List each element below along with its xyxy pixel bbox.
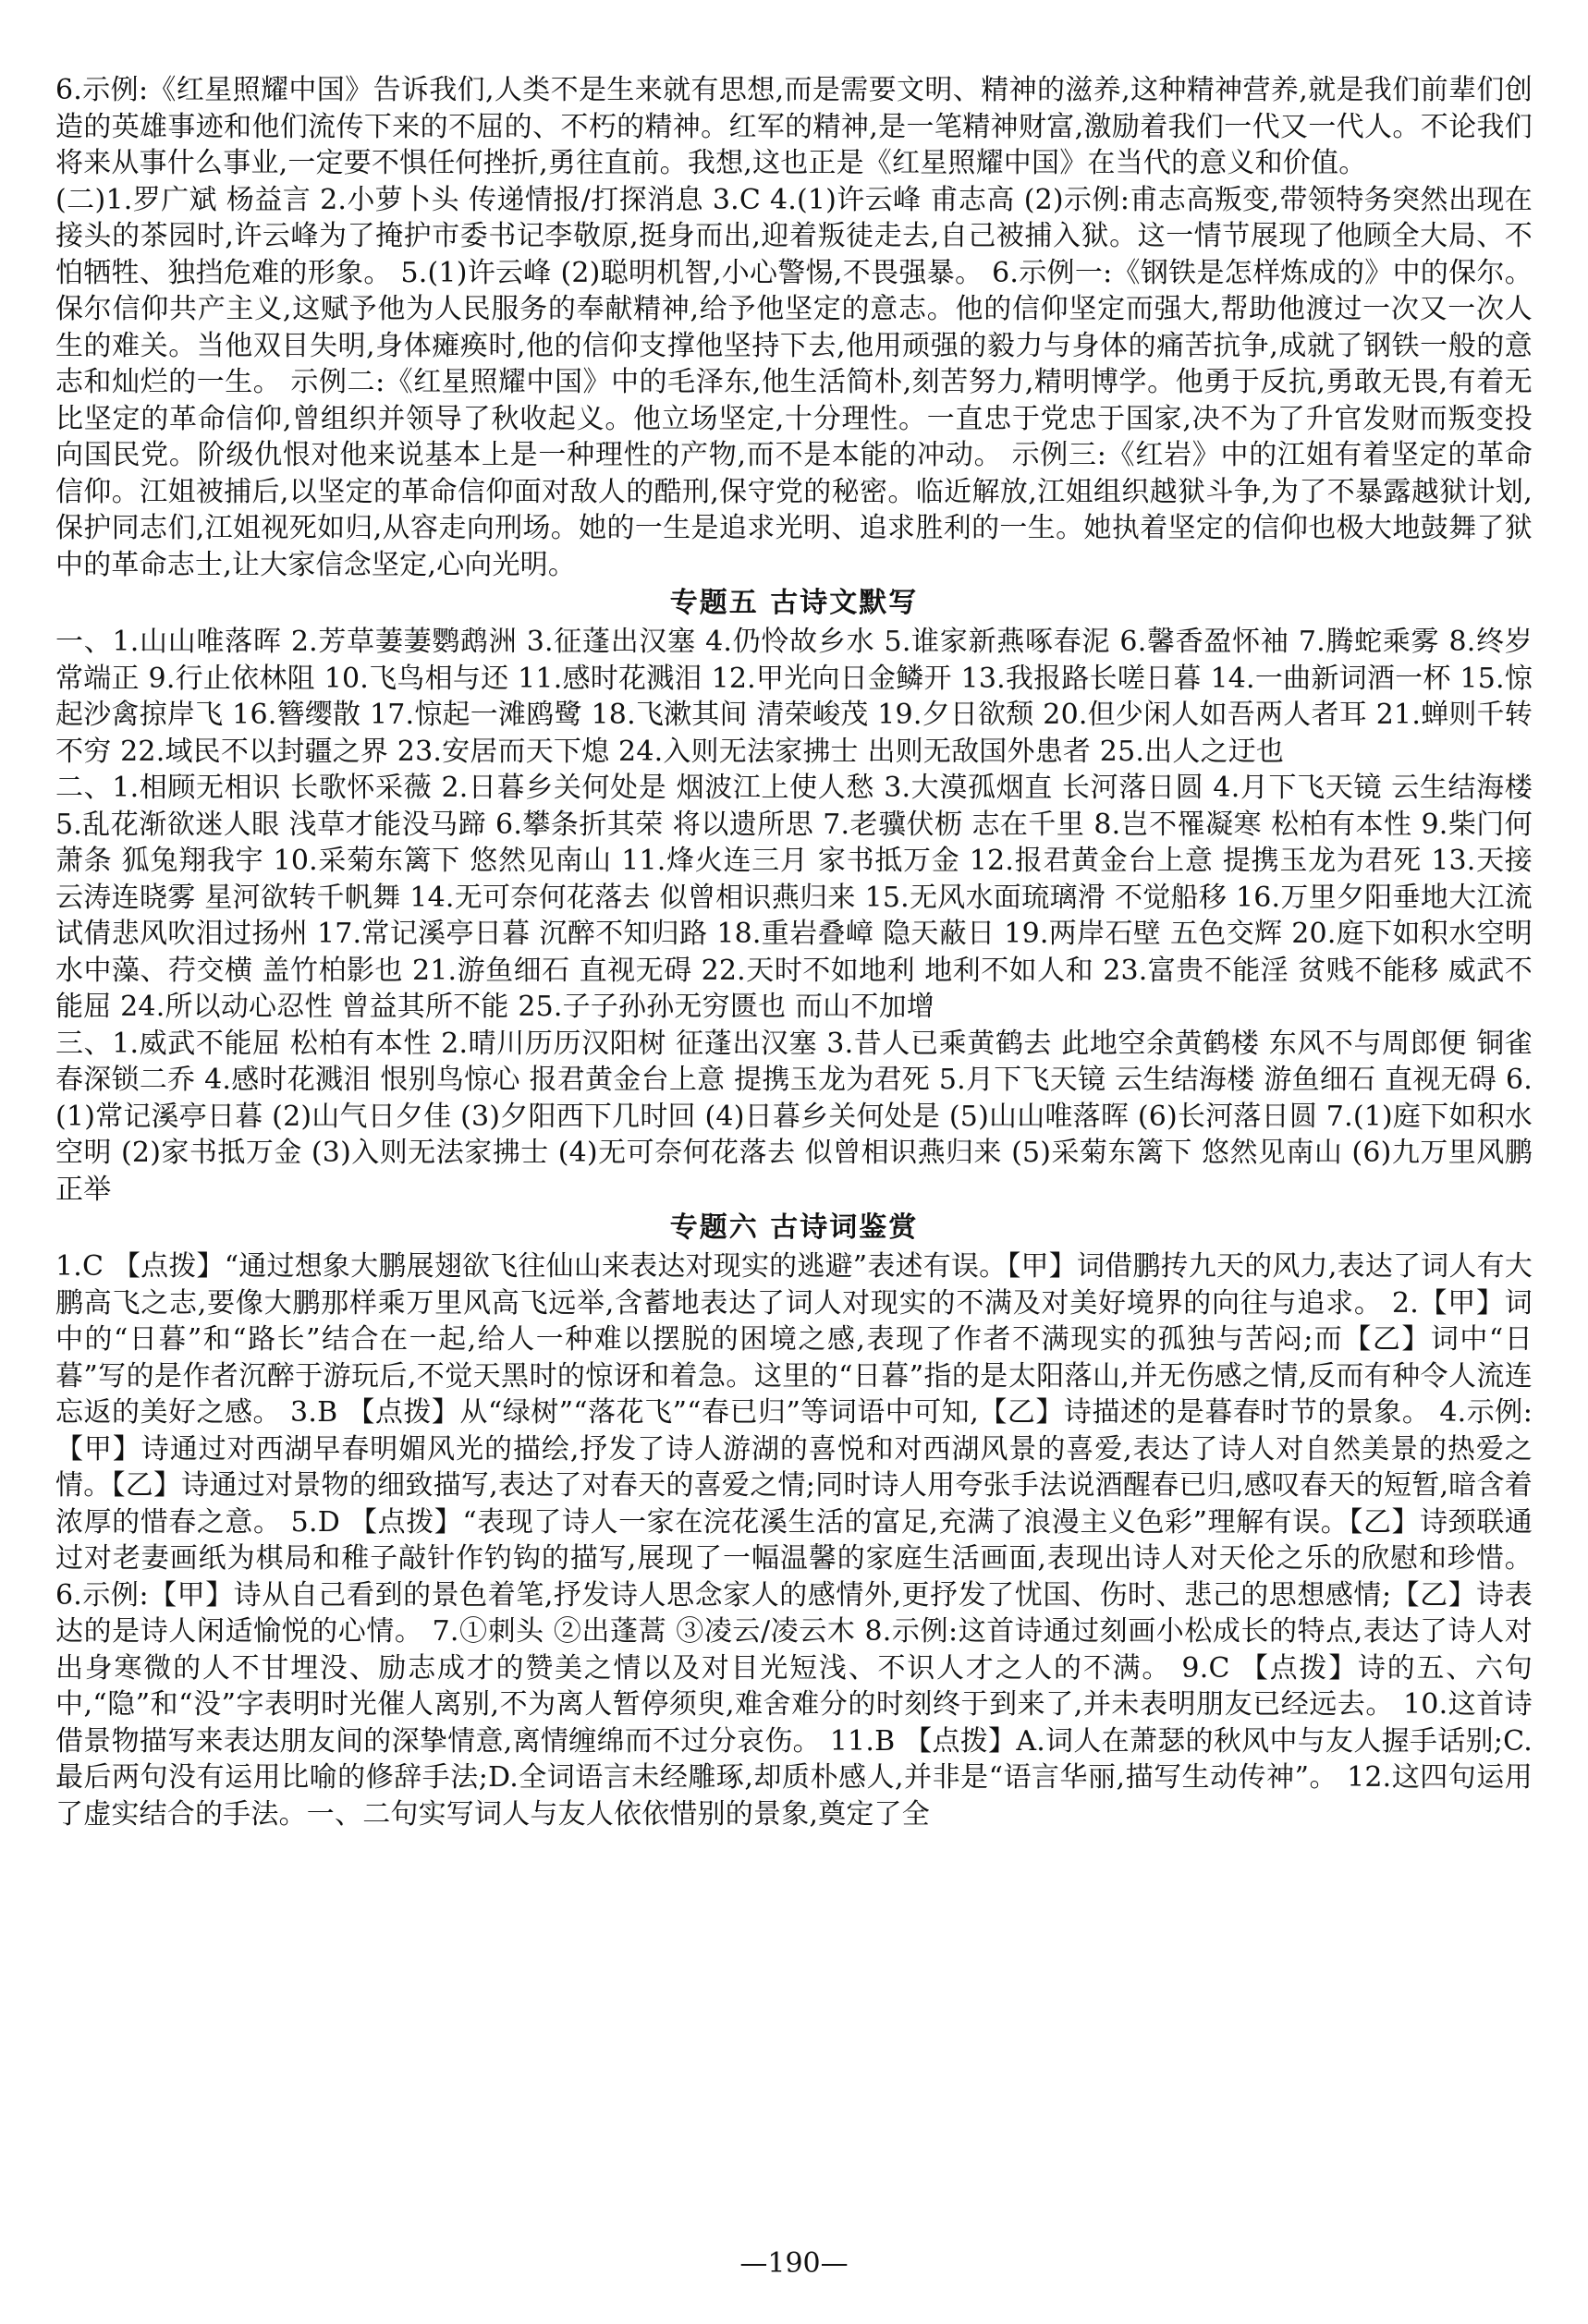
paragraph-poem-recitation-3: 三、1.威武不能屈 松柏有本性 2.晴川历历汉阳树 征蓬出汉塞 3.昔人已乘黄鹤去 此地空余黄鹤楼 东风不与周郎便 铜雀春深锁二乔 4.感时花溅泪 恨别鸟惊心 报君黄金台上意 提携玉龙为君死 5.月下飞天镜 云生结海楼 游鱼细石 直视无碍 6.(1)常记溪亭日暮 (2)山气日夕佳 (3)夕阳西下几时回 (4)日暮乡关何处是 (5)山山唯落晖 (6)长河落日圆 7.(1)庭下如积水空明 (2)家书抵万金 (3)入则无法家拂士 (4)无可奈何花落去 似曾相识燕归来 (5)采菊东篱下 悠然见南山 (6)九万里风鹏正举 <box>55 1027 1533 1206</box>
paragraph-poem-recitation-2: 二、1.相顾无相识 长歌怀采薇 2.日暮乡关何处是 烟波江上使人愁 3.大漠孤烟直 长河落日圆 4.月下飞天镜 云生结海楼 5.乱花渐欲迷人眼 浅草才能没马蹄 6.攀条折其荣 将以遗所思 7.老骥伏枥 志在千里 8.岂不罹凝寒 松柏有本性 9.柴门何萧条 狐兔翔我宇 10.采菊东篱下 悠然见南山 11.烽火连三月 家书抵万金 12.报君黄金台上意 提携玉龙为君死 13.天接云涛连晓雾 星河欲转千帆舞 14.无可奈何花落去 似曾相识燕归来 15.无风水面琉璃滑 不觉船移 16.万里夕阳垂地大江流 试倩悲风吹泪过扬州 17.常记溪亭日暮 沉醉不知归路 18.重岩叠嶂 隐天蔽日 19.两岸石壁 五色交辉 20.庭下如积水空明 水中藻、荇交横 盖竹柏影也 21.游鱼细石 直视无碍 22.天时不如地利 地利不如人和 23.富贵不能淫 贫贱不能移 威武不能屈 24.所以动心忍性 曾益其所不能 25.子子孙孙无穷匮也 而山不加增 <box>55 772 1533 1023</box>
paragraph-reading-answers-1: 6.示例:《红星照耀中国》告诉我们,人类不是生来就有思想,而是需要文明、精神的滋养,这种精神营养,就是我们前辈们创造的英雄事迹和他们流传下来的不屈的、不朽的精神。红军的精神,是一笔精神财富,激励着我们一代又一代人。不论我们将来从事什么事业,一定要不惧任何挫折,勇往直前。我想,这也正是《红星照耀中国》在当代的意义和价值。 <box>55 74 1533 179</box>
paragraph-reading-answers-2: (二)1.罗广斌 杨益言 2.小萝卜头 传递情报/打探消息 3.C 4.(1)许云峰 甫志高 (2)示例:甫志高叛变,带领特务突然出现在接头的茶园时,许云峰为了掩护市委书记李敬原,挺身而出,迎着叛徒走去,自己被捕入狱。这一情节展现了他顾全大局、不怕牺牲、独挡危难的形象。 5.(1)许云峰 (2)聪明机智,小心警惕,不畏强暴。 6.示例一:《钢铁是怎样炼成的》中的保尔。保尔信仰共产主义,这赋予他为人民服务的奉献精神,给予他坚定的意志。他的信仰坚定而强大,帮助他渡过一次又一次人生的难关。当他双目失明,身体瘫痪时,他的信仰支撑他坚持下去,他用顽强的毅力与身体的痛苦抗争,成就了钢铁一般的意志和灿烂的一生。 示例二:《红星照耀中国》中的毛泽东,他生活简朴,刻苦努力,精明博学。他勇于反抗,勇敢无畏,有着无比坚定的革命信仰,曾组织并领导了秋收起义。他立场坚定,十分理性。一直忠于党忠于国家,决不为了升官发财而叛变投向国民党。阶级仇恨对他来说基本上是一种理性的产物,而不是本能的冲动。 示例三:《红岩》中的江姐有着坚定的革命信仰。江姐被捕后,以坚定的革命信仰面对敌人的酷刑,保守党的秘密。临近解放,江姐组织越狱斗争,为了不暴露越狱计划,保护同志们,江姐视死如归,从容走向刑场。她的一生是追求光明、追求胜利的一生。她执着坚定的信仰也极大地鼓舞了狱中的革命志士,让大家信念坚定,心向光明。 <box>55 183 1533 581</box>
paragraph-poem-recitation-1: 一、1.山山唯落晖 2.芳草萋萋鹦鹉洲 3.征蓬出汉塞 4.仍怜故乡水 5.谁家新燕啄春泥 6.馨香盈怀袖 7.腾蛇乘雾 8.终岁常端正 9.行止依林阻 10.飞鸟相与还 11.感时花溅泪 12.甲光向日金鳞开 13.我报路长嗟日暮 14.一曲新词酒一杯 15.惊起沙禽掠岸飞 16.簪缨散 17.惊起一滩鸥鹭 18.飞漱其间 清荣峻茂 19.夕日欲颓 20.但少闲人如吾两人者耳 21.蝉则千转不穷 22.域民不以封疆之界 23.安居而天下熄 24.入则无法家拂士 出则无敌国外患者 25.出人之迂也 <box>55 626 1533 768</box>
paragraph-poem-appreciation: 1.C 【点拨】“通过想象大鹏展翅欲飞往仙山来表达对现实的逃避”表述有误。【甲】词借鹏抟九天的风力,表达了词人有大鹏高飞之志,要像大鹏那样乘万里风高飞远举,含蓄地表达了词人对现实的不满及对美好境界的向往与追求。 2.【甲】词中的“日暮”和“路长”结合在一起,给人一种难以摆脱的困境之感,表现了作者不满现实的孤独与苦闷;而【乙】词中“日暮”写的是作者沉醉于游玩后,不觉天黑时的惊讶和着急。这里的“日暮”指的是太阳落山,并无伤感之情,反而有种令人流连忘返的美好之感。 3.B 【点拨】从“绿树”“落花飞”“春已归”等词语中可知,【乙】诗描述的是暮春时节的景象。 4.示例:【甲】诗通过对西湖早春明媚风光的描绘,抒发了诗人游湖的喜悦和对西湖风景的喜爱,表达了诗人对自然美景的热爱之情。【乙】诗通过对景物的细致描写,表达了对春天的喜爱之情;同时诗人用夸张手法说酒醒春已归,感叹春天的短暂,暗含着浓厚的惜春之意。 5.D 【点拨】“表现了诗人一家在浣花溪生活的富足,充满了浪漫主义色彩”理解有误。【乙】诗颈联通过对老妻画纸为棋局和稚子敲针作钓钩的描写,展现了一幅温馨的家庭生活画面,表现出诗人对天伦之乐的欣慰和珍惜。 6.示例:【甲】诗从自己看到的景色着笔,抒发诗人思念家人的感情外,更抒发了忧国、伤时、悲己的思想感情;【乙】诗表达的是诗人闲适愉悦的心情。 7.①刺头 ②出蓬蒿 ③凌云/凌云木 8.示例:这首诗通过刻画小松成长的特点,表达了诗人对出身寒微的人不甘埋没、励志成才的赞美之情以及对目光短浅、不识人才之人的不满。 9.C 【点拨】诗的五、六句中,“隐”和“没”字表明时光催人离别,不为离人暂停须臾,难舍难分的时刻终于到来了,并未表明朋友已经远去。 10.这首诗借景物描写来表达朋友间的深挚情意,离情缠绵而不过分哀伤。 11.B 【点拨】A.词人在萧瑟的秋风中与友人握手话别;C.最后两句没有运用比喻的修辞手法;D.全词语言未经雕琢,却质朴感人,并非是“语言华丽,描写生动传神”。 12.这四句运用了虚实结合的手法。一、二句实写词人与友人依依惜别的景象,奠定了全 <box>55 1250 1533 1831</box>
section-heading-topic-6: 专题六 古诗词鉴赏 <box>669 1211 919 1244</box>
section-heading-topic-5: 专题五 古诗文默写 <box>669 587 919 619</box>
answer-page <box>55 72 1533 1832</box>
page-number: —190— <box>739 2247 849 2280</box>
